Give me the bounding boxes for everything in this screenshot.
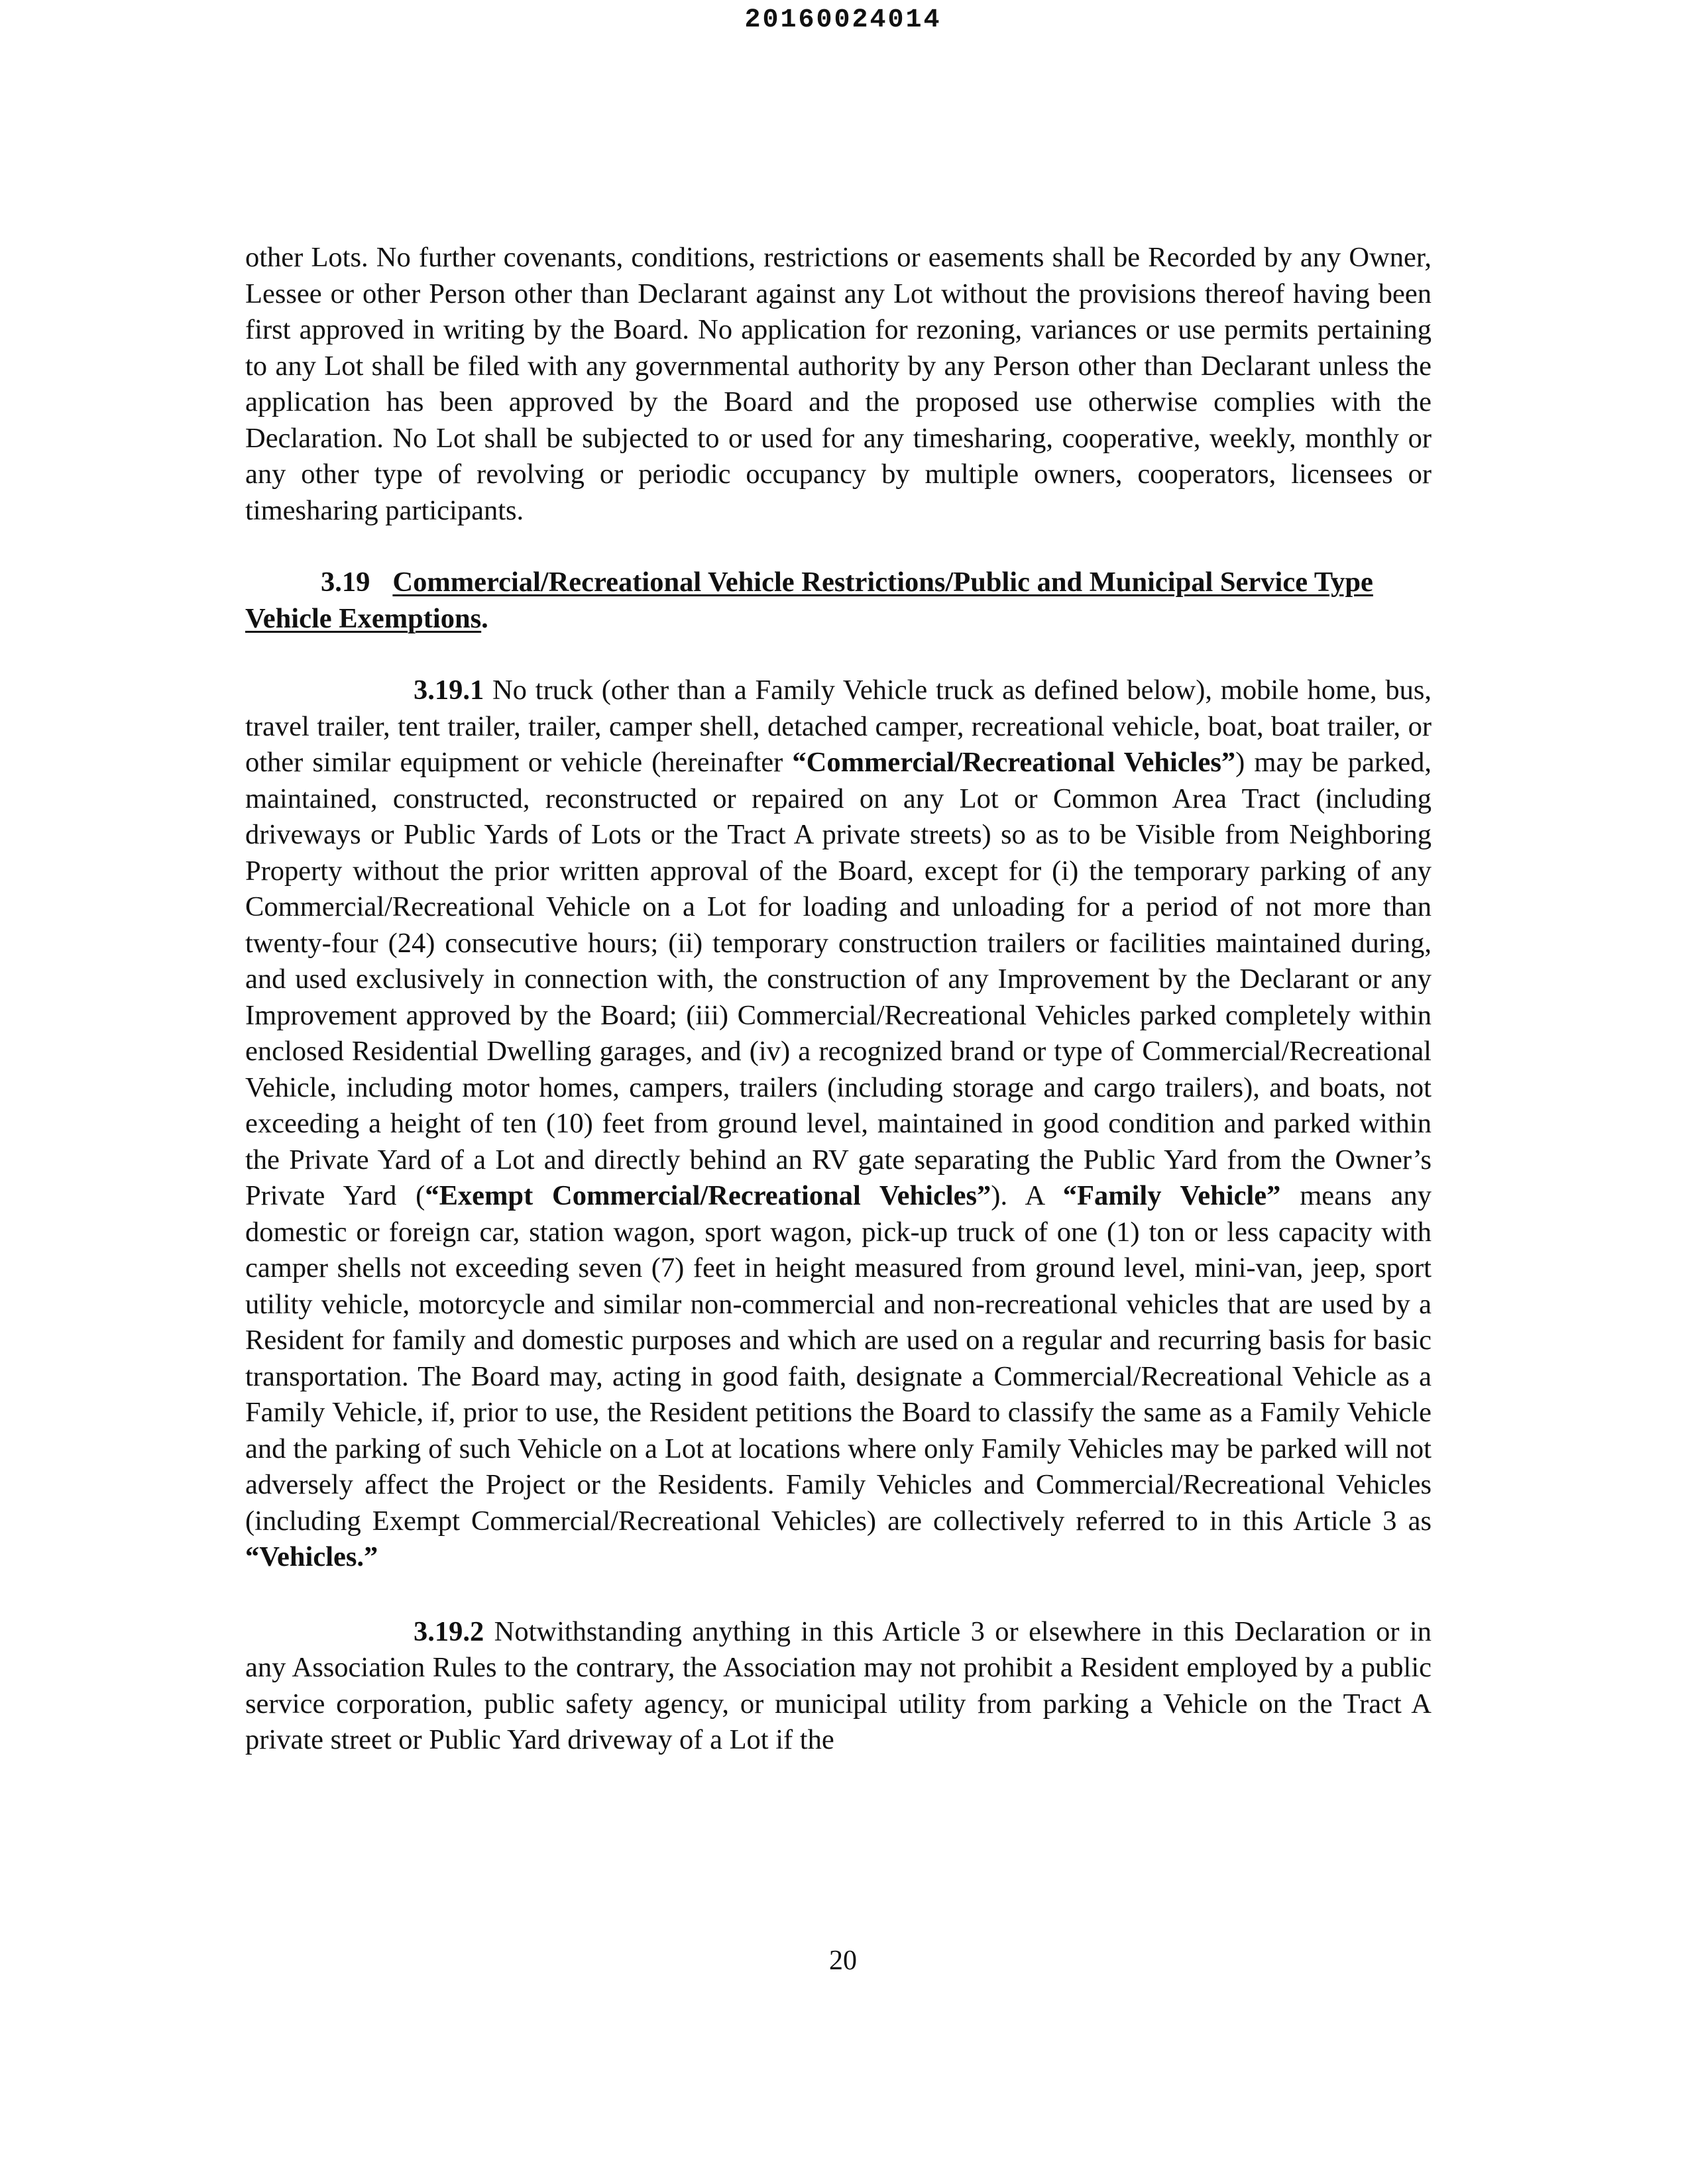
defined-term: “Commercial/Recreational Vehicles” xyxy=(792,747,1236,778)
subsection-number: 3.19.1 xyxy=(414,675,484,706)
paragraph-text: ) may be parked, maintained, constructed, reconstructed or repaired on any Lot or Common Area Tract (including driveways or Public Yards of Lots or the Tract A private streets) so as to be Visible from Neighboring Property without the prior written approval of the Board, except for (i) the temporary parking of any Commercial/Recreational Vehicle on a Lot for loading and unloading for a period of not more than twenty-four (24) consecutive hours; (ii) temporary construction trailers or facilities maintained during, and used exclusively in connection with, the construction of any Improvement by the Declarant or any Improvement approved by the Board; (iii) Commercial/Recreational Vehicles parked completely within enclosed Residential Dwelling garages, and (iv) a recognized brand or type of Commercial/Recreational Vehicle, including motor homes, campers, trailers (including storage and cargo trailers), and boats, not exceeding a height of ten (10) feet from ground level, maintained in good condition and parked within the Private Yard of a Lot and directly behind an RV gate separating the Public Yard from the Owner’s Private Yard ( xyxy=(245,747,1432,1211)
subsection-number: 3.19.2 xyxy=(414,1615,484,1647)
paragraph-3-19-2 xyxy=(245,1614,1432,1759)
paragraph-text: ). A xyxy=(991,1180,1063,1211)
paragraph-text: No truck (other than a Family Vehicle truck as defined below), mobile home, bus, travel trailer, tent trailer, trailer, camper shell, detached camper, recreational vehicle, boat, boat trailer, or other similar equipment or vehicle (hereinafter xyxy=(245,675,1432,778)
paragraph-text: means any domestic or foreign car, station wagon, sport wagon, pick-up truck of one (1) ton or less capacity with camper shells not exceeding seven (7) feet in height measured from ground level, mini-van, jeep, sport utility vehicle, motorcycle and similar non-commercial and non-recreational vehicles that are used by a Resident for family and domestic purposes and which are used on a regular and recurring basis for basic transportation. The Board may, acting in good faith, designate a Commercial/Recreational Vehicle as a Family Vehicle, if, prior to use, the Resident petitions the Board to classify the same as a Family Vehicle and the parking of such Vehicle on a Lot at locations where only Family Vehicles may be parked will not adversely affect the Project or the Residents. Family Vehicles and Commercial/Recreational Vehicles (including Exempt Commercial/Recreational Vehicles) are collectively referred to in this Article 3 as xyxy=(245,1180,1432,1537)
section-title: Commercial/Recreational Vehicle Restrictions/Public and Municipal Service Type Vehicle Exemptions xyxy=(245,567,1373,634)
section-title-punctuation: . xyxy=(481,602,488,634)
paragraph-3-19-1 xyxy=(245,673,1432,1576)
document-number: 20160024014 xyxy=(744,5,942,35)
document-body xyxy=(245,240,1432,1759)
section-heading-3-19 xyxy=(245,565,1432,637)
defined-term: “Vehicles.” xyxy=(245,1541,378,1572)
section-number: 3.19 xyxy=(321,567,370,598)
defined-term: “Family Vehicle” xyxy=(1062,1180,1281,1211)
paragraph-text: Notwithstanding anything in this Article 3 or elsewhere in this Declaration or in any Association Rules to the contrary, the Association may not prohibit a Resident employed by a public service corporation, public safety agency, or municipal utility from parking a Vehicle on the Tract A private street or Public Yard driveway of a Lot if the xyxy=(245,1615,1432,1755)
paragraph-intro: other Lots. No further covenants, conditions, restrictions or easements shall be Recorded by any Owner, Lessee or other Person other than Declarant against any Lot without the provisions thereof having been first approved in writing by the Board. No application for rezoning, variances or use permits pertaining to any Lot shall be filed with any governmental authority by any Person other than Declarant unless the application has been approved by the Board and the proposed use otherwise complies with the Declaration. No Lot shall be subjected to or used for any timesharing, cooperative, weekly, monthly or any other type of revolving or periodic occupancy by multiple owners, cooperators, licensees or timesharing participants. xyxy=(245,242,1432,526)
page-number: 20 xyxy=(829,1945,857,1976)
defined-term: “Exempt Commercial/Recreational Vehicles” xyxy=(425,1180,991,1211)
